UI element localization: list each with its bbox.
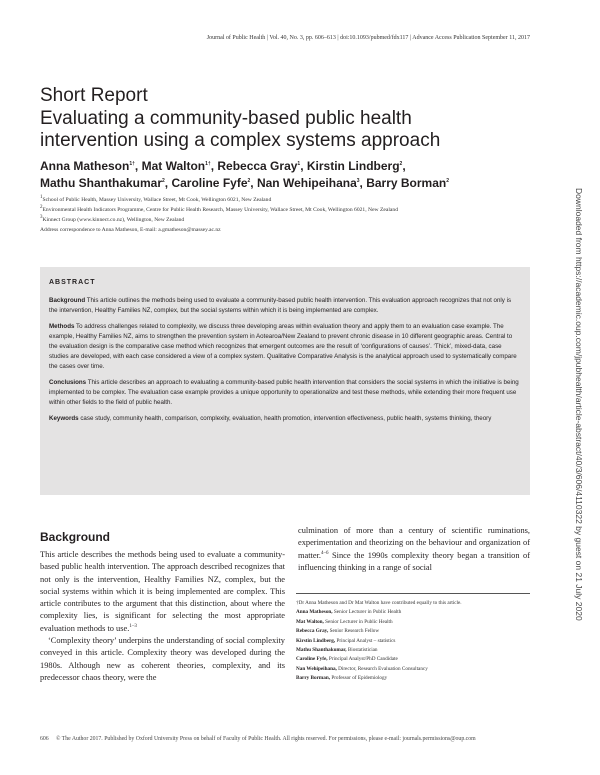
body-paragraph: culmination of more than a century of scientific ruminations, experimentation and theorizing on the behaviour and organization of matter.$^{4-6}$ Since the 1990s complexity theory began a transition of influencing thinking in a range of social [298,526,530,572]
author: Kirstin Lindberg$^2$ [306,159,403,173]
abstract-background: Background This article outlines the methods being used to evaluate a community-based public health intervention. This evaluation approach recognizes that not only is the intervention, Healthy Families NZ, complex, but the social systems within which it is being implemented are complex. [49,297,512,314]
footnote-person: Caroline Fyfe, Principal Analyst/PhD Candidate [296,656,398,663]
abstract-heading: ABSTRACT [49,279,96,286]
running-head: Journal of Public Health | Vol. 40, No. 3, pp. 606–613 | doi:10.1093/pubmed/fdx117 | Advance Access Publication September 11, 2017 [206,35,530,41]
author-footnotes [296,593,530,684]
author: Mathu Shanthakumar$^2$ [40,176,165,190]
affiliation: $^3$Kinnect Group (www.kinnect.co.nz), Wellington, New Zealand [40,215,185,223]
author: Mat Walton$^{1\dagger}$ [141,159,211,173]
affiliation: $^2$Environmental Health Indicators Programme, Centre for Public Health Research, Massey University, Wallace Street, Mt Cook, Wellington 6021, New Zealand [40,205,399,213]
copyright-text: © The Author 2017. Published by Oxford University Press on behalf of Faculty of Public Health. All rights reserved. For permissions, please e-mail: journals.permissions@oup.com [55,736,476,742]
footnote-person: Kirstin Lindberg, Principal Analyst – statistics [296,637,396,644]
body-paragraph: ‘Complexity theory’ underpins the understanding of social complexity conveyed in this article. Complexity theory was developed during the 1980s. Although new as coherent theories, complexity, and its predecessor chaos theory, were the [40,636,285,682]
body-left-column [40,530,285,684]
affiliation: $^1$School of Public Health, Massey University, Wallace Street, Mt Cook, Wellington 6021, New Zealand [40,195,272,203]
abstract-methods: Methods To address challenges related to complexity, we discuss three developing areas within evaluation theory and apply them to an evaluation case example. The example, Healthy Families NZ, aims to strengthen the prevention system in Aotearoa/New Zealand to prevent chronic disease in 10 different geographic areas. Central to the evaluation design is the comparative case method which recognizes that emergent outcomes are the result of ‘configurations of causes’. ‘Thick’, mixed-data, case studies are developed, with each case considered a view of a complex system. Qualitative Comparative Analysis is the analytical approach used to systematically compare the cases over time. [49,323,517,370]
download-watermark-text: Downloaded from https://academic.oup.com/jpubhealth/article-abstract/40/3/606/4110322 by guest on 21 July 2020 [574,188,584,621]
footnote-person: Mathu Shanthakumar, Biostatistician [296,647,378,654]
author: Caroline Fyfe$^2$ [171,176,251,190]
download-watermark [574,188,584,621]
correspondence: Address correspondence to Anna Matheson, E-mail: a.gmatheson@massey.ac.nz [40,227,221,233]
page-number: 606 [40,736,49,742]
section-heading-background: Background [40,530,111,544]
author: Barry Borman$^2$ [366,176,450,190]
abstract-conclusions: Conclusions This article describes an approach to evaluating a community-based public health intervention that considers the social systems in which the initiative is being implemented to be complex. The evaluation case example provides a unique opportunity to operationalize and test these methods, while extending their more frequent use within other fields to the field of public health. [49,379,519,406]
author: Anna Matheson$^{1\dagger}$ [40,159,135,173]
author-list: Anna Matheson$^{1\dagger}$, Mat Walton$^{1\dagger}$, Rebecca Gray$^1$, Kirstin Lindberg$^2$, Mathu Shanthakumar$^2$, Caroline Fyfe$^2$, Nan Wehipeihana$^3$, Barry Borman$^2$ [40,159,450,190]
affiliations [40,195,520,235]
abstract-box [40,267,530,495]
body-right-column [298,525,530,574]
footnote-person: Anna Matheson, Senior Lecturer in Public Health [296,609,402,616]
section-label: Short Report [40,85,148,106]
footnote-person: Barry Borman, Professor of Epidemiology [296,675,388,682]
footnote-person: Mat Walton, Senior Lecturer in Public Health [296,618,393,625]
body-paragraph: This article describes the methods being used to evaluate a community-based public health intervention. The approach described recognizes that not only is the intervention, Healthy Families NZ, complex, but the social systems within which it is being implemented are complex. This article contributes to the argument that this distinction, about where the complexity lies, is significant for selecting the most appropriate evaluation methods to use.$^{1-3}$ [40,550,285,633]
author: Rebecca Gray$^1$ [217,159,301,173]
footnote-person: Nan Wehipeihana, Director, Research Evaluation Consultancy [296,665,428,672]
abstract-keywords: Keywords case study, community health, comparison, complexity, evaluation, health promotion, intervention effectiveness, public health, systems thinking, theory [49,415,492,422]
article-title: Evaluating a community-based public health intervention using a complex systems approach [40,108,441,151]
equal-contribution-note: †Dr Anna Matheson and Dr Mat Walton have contributed equally to this article. [296,600,462,606]
page-footer [40,736,530,742]
author: Nan Wehipeihana$^3$ [256,176,360,190]
footnote-person: Rebecca Gray, Senior Research Fellow [296,628,380,635]
